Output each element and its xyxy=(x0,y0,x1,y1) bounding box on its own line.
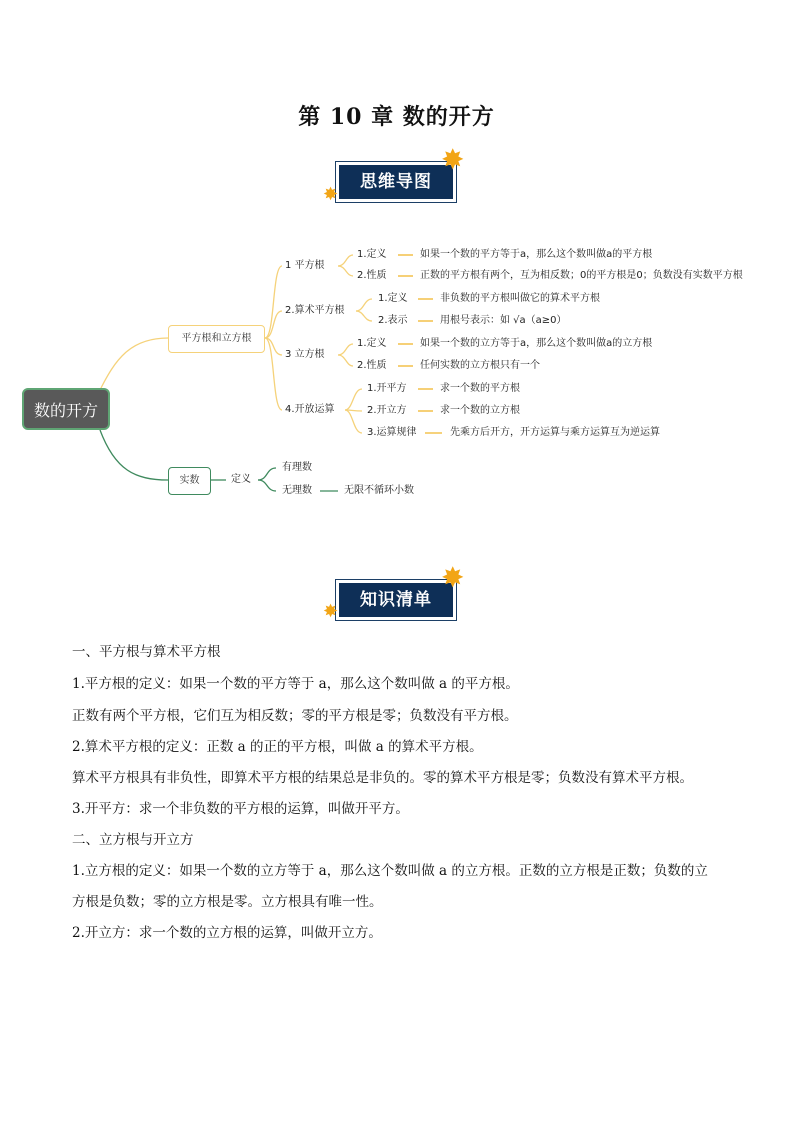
paragraph: 正数有两个平方根，它们互为相反数；零的平方根是零；负数没有平方根。 xyxy=(72,708,518,724)
node-arith-sqrt: 2.算术平方根 xyxy=(285,305,345,316)
star-icon: ✸ xyxy=(323,184,339,205)
node-arith-rep: 2.表示 xyxy=(378,315,408,326)
node-irrational-text: 无限不循环小数 xyxy=(344,485,414,496)
node-sqrt-prop: 2.性质 xyxy=(357,270,387,281)
paragraph: 3.开平方：求一个非负数的平方根的运算，叫做开平方。 xyxy=(72,801,409,817)
node-op2-text: 求一个数的立方根 xyxy=(440,405,520,416)
banner-label: 思维导图 xyxy=(339,165,453,199)
branch-real: 实数 xyxy=(168,467,211,495)
node-arith-def-text: 非负数的平方根叫做它的算术平方根 xyxy=(440,293,600,304)
node-op1: 1.开平方 xyxy=(367,383,407,394)
node-op3: 3.运算规律 xyxy=(367,427,417,438)
node-irrational: 无理数 xyxy=(282,485,312,496)
node-cube-def: 1.定义 xyxy=(357,338,387,349)
node-rational: 有理数 xyxy=(282,462,312,473)
star-icon: ✸ xyxy=(441,561,465,594)
paragraph: 2.开立方：求一个数的立方根的运算，叫做开立方。 xyxy=(72,925,382,941)
node-cube-prop: 2.性质 xyxy=(357,360,387,371)
node-sqrt-def: 1.定义 xyxy=(357,249,387,260)
star-icon: ✸ xyxy=(441,143,465,176)
node-arith-rep-text: 用根号表示：如 √a（a≥0） xyxy=(440,315,567,326)
paragraph: 算术平方根具有非负性，即算术平方根的结果总是非负的。零的算术平方根是零；负数没有算术平方根。 xyxy=(72,770,693,786)
paragraph: 1.立方根的定义：如果一个数的立方等于 a，那么这个数叫做 a 的立方根。正数的立方根是正数；负数的立 xyxy=(72,863,708,879)
paragraph: 方根是负数；零的立方根是零。立方根具有唯一性。 xyxy=(72,894,383,910)
node-arith-def: 1.定义 xyxy=(378,293,408,304)
node-real-def: 定义 xyxy=(231,474,251,485)
banner-label: 知识清单 xyxy=(339,583,453,617)
star-icon: ✸ xyxy=(323,601,339,622)
node-sqrt: 1 平方根 xyxy=(285,260,325,271)
section-heading: 二、立方根与开立方 xyxy=(72,832,194,848)
knowledge-banner xyxy=(335,579,457,613)
page-title: 第 10 章 数的开方 xyxy=(298,104,495,130)
node-cube: 3 立方根 xyxy=(285,349,325,360)
node-op1-text: 求一个数的平方根 xyxy=(440,383,520,394)
node-op2: 2.开立方 xyxy=(367,405,407,416)
node-ops: 4.开放运算 xyxy=(285,404,335,415)
node-cube-prop-text: 任何实数的立方根只有一个 xyxy=(420,360,540,371)
paragraph: 1.平方根的定义：如果一个数的平方等于 a，那么这个数叫做 a 的平方根。 xyxy=(72,676,519,692)
node-sqrt-def-text: 如果一个数的平方等于a，那么这个数叫做a的平方根 xyxy=(420,249,653,260)
node-cube-def-text: 如果一个数的立方等于a，那么这个数叫做a的立方根 xyxy=(420,338,653,349)
section-heading: 一、平方根与算术平方根 xyxy=(72,644,221,660)
paragraph: 2.算术平方根的定义：正数 a 的正的平方根，叫做 a 的算术平方根。 xyxy=(72,739,483,755)
mindmap-root: 数的开方 xyxy=(22,388,110,430)
node-op3-text: 先乘方后开方，开方运算与乘方运算互为逆运算 xyxy=(450,427,660,438)
branch-sqrt-cbrt: 平方根和立方根 xyxy=(168,325,265,353)
node-sqrt-prop-text: 正数的平方根有两个，互为相反数；0的平方根是0；负数没有实数平方根 xyxy=(420,270,743,281)
